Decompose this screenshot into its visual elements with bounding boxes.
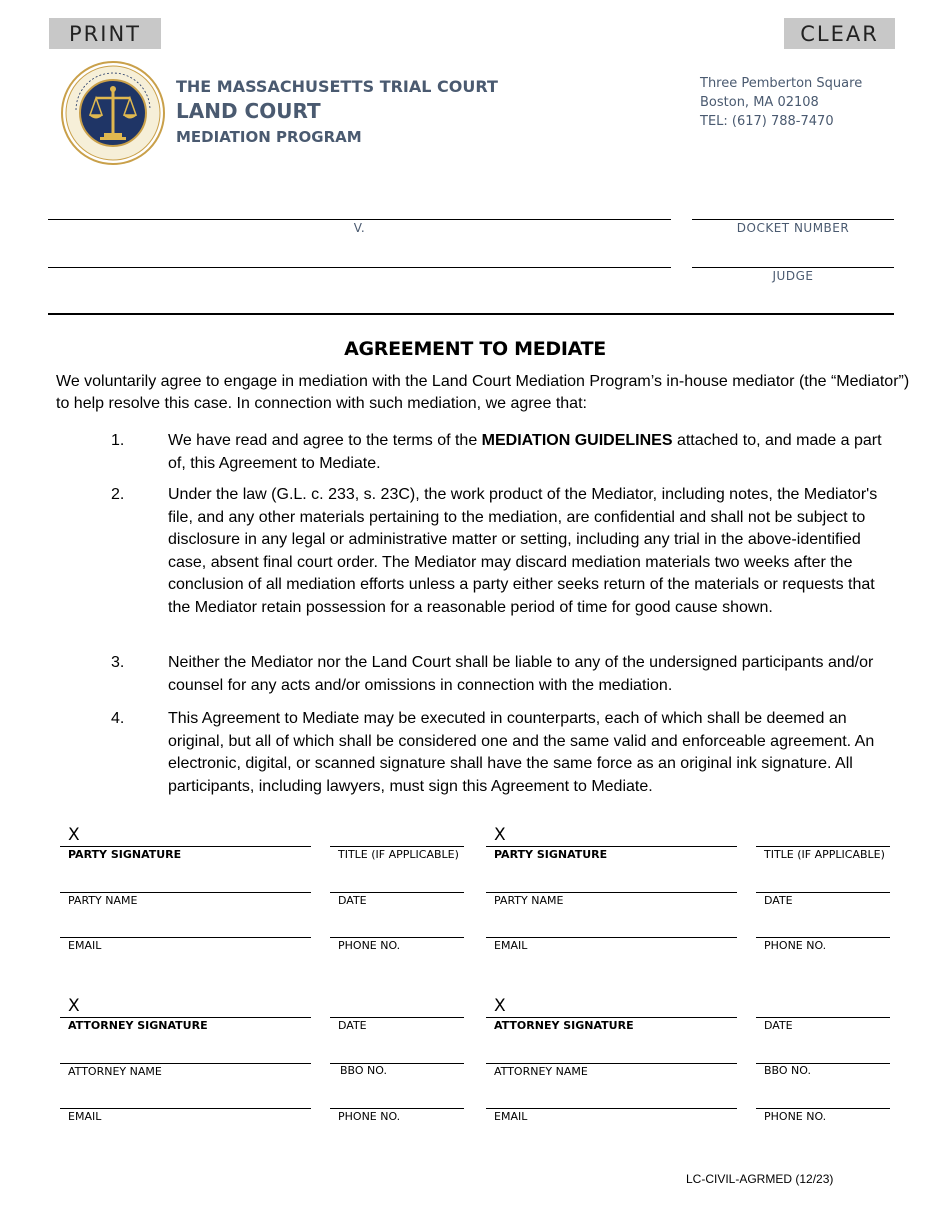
judge-field[interactable] [692,267,894,268]
program-name: MEDIATION PROGRAM [176,128,362,146]
scales-of-justice-icon [60,60,166,166]
attorney-signature-label: ATTORNEY SIGNATURE [68,1019,208,1032]
signature-x-mark: X [68,996,80,1016]
party-signature-field[interactable] [486,846,737,847]
title-field[interactable] [330,846,464,847]
signature-x-mark: X [494,825,506,845]
item-1-text [168,430,896,475]
title-label: TITLE (IF APPLICABLE) [338,848,459,861]
party-name-field[interactable] [60,892,311,893]
attorney-name-field[interactable] [486,1063,737,1064]
defendant-field[interactable] [48,267,671,268]
phone-label: PHONE NO. [764,1110,827,1123]
versus-label: V. [353,221,366,235]
party-signature-field[interactable] [60,846,311,847]
attorney-signature-field[interactable] [486,1017,737,1018]
phone-field[interactable] [330,937,464,938]
title-label: TITLE (IF APPLICABLE) [764,848,885,861]
form-id: LC-CIVIL-AGRMED (12/23) [686,1172,834,1186]
date-field[interactable] [756,1017,890,1018]
item-number: 1. [111,432,125,449]
signature-x-mark: X [494,996,506,1016]
signature-x-mark: X [68,825,80,845]
bbo-number-label: BBO NO. [764,1064,811,1077]
item-3-text: Neither the Mediator nor the Land Court shall be liable to any of the undersigned participants and/or counsel for any acts and/or omissions in connection with the mediation. [168,654,874,694]
email-field[interactable] [486,1108,737,1109]
date-label: DATE [338,894,367,907]
attorney-name-field[interactable] [60,1063,311,1064]
phone-field[interactable] [756,937,890,938]
phone-field[interactable] [756,1108,890,1109]
party-name-label: PARTY NAME [68,894,138,907]
print-button[interactable]: PRINT [49,18,161,49]
party-name-field[interactable] [486,892,737,893]
date-field[interactable] [756,892,890,893]
date-label: DATE [764,894,793,907]
email-label: EMAIL [68,1110,102,1123]
email-label: EMAIL [68,939,102,952]
court-name: THE MASSACHUSETTS TRIAL COURT [176,77,498,96]
phone-label: PHONE NO. [338,939,401,952]
item-number: 3. [111,654,125,671]
email-label: EMAIL [494,939,528,952]
clear-button[interactable]: CLEAR [784,18,895,49]
address-phone: TEL: (617) 788-7470 [700,114,834,129]
phone-field[interactable] [330,1108,464,1109]
date-field[interactable] [330,892,464,893]
attorney-name-label: ATTORNEY NAME [494,1065,588,1078]
item-4-text: This Agreement to Mediate may be executed in counterparts, each of which shall be deemed an original, but all of which shall be considered one and the same valid and enforceable agreement. An electronic, digital, or scanned signature shall have the same force as an original ink signature. All participants, including lawyers, must sign this Agreement to Mediate. [168,710,875,795]
mediation-guidelines-emphasis: MEDIATION GUIDELINES [481,432,673,449]
docket-number-field[interactable] [692,219,894,220]
intro-paragraph: We voluntarily agree to engage in mediation with the Land Court Mediation Program’s in-house mediator (the “Mediator”) to help resolve this case. In connection with such mediation, we agree that: [56,373,910,412]
date-label: DATE [338,1019,367,1032]
item-number: 4. [111,710,125,727]
phone-label: PHONE NO. [764,939,827,952]
address-city: Boston, MA 02108 [700,95,819,110]
docket-number-label: DOCKET NUMBER [736,221,850,235]
email-field[interactable] [486,937,737,938]
date-field[interactable] [330,1017,464,1018]
email-label: EMAIL [494,1110,528,1123]
party-signature-label: PARTY SIGNATURE [68,848,182,861]
attorney-signature-field[interactable] [60,1017,311,1018]
attorney-signature-label: ATTORNEY SIGNATURE [494,1019,634,1032]
section-divider [48,313,894,315]
phone-label: PHONE NO. [338,1110,401,1123]
page-title: AGREEMENT TO MEDIATE [344,338,606,360]
item-1-text-pre: We have read and agree to the terms of the [168,432,482,449]
email-field[interactable] [60,1108,311,1109]
party-name-label: PARTY NAME [494,894,564,907]
title-field[interactable] [756,846,890,847]
court-seal [60,60,166,166]
item-1-text-post: attached to, and made a part of, this Agreement to Mediate. [168,432,882,472]
email-field[interactable] [60,937,311,938]
item-2-text: Under the law (G.L. c. 233, s. 23C), the work product of the Mediator, including notes, the Mediator's file, and any other materials pertaining to the mediation, are confidential and shall not be subject to disclosure in any legal or administrative matter or setting, including any trial in the above-identified case, absent final court order. The Mediator may discard mediation materials two weeks after the conclusion of all mediation efforts unless a party either seeks return of the materials or requests that the Mediator retain possession for a reasonable period of time for good cause shown. [168,486,878,616]
item-number: 2. [111,486,125,503]
party-signature-label: PARTY SIGNATURE [494,848,608,861]
land-court-title: LAND COURT [176,99,321,123]
judge-label: JUDGE [772,269,814,283]
bbo-number-label: BBO NO. [340,1064,387,1077]
date-label: DATE [764,1019,793,1032]
attorney-name-label: ATTORNEY NAME [68,1065,162,1078]
plaintiff-field[interactable] [48,219,671,220]
address-street: Three Pemberton Square [700,76,863,91]
